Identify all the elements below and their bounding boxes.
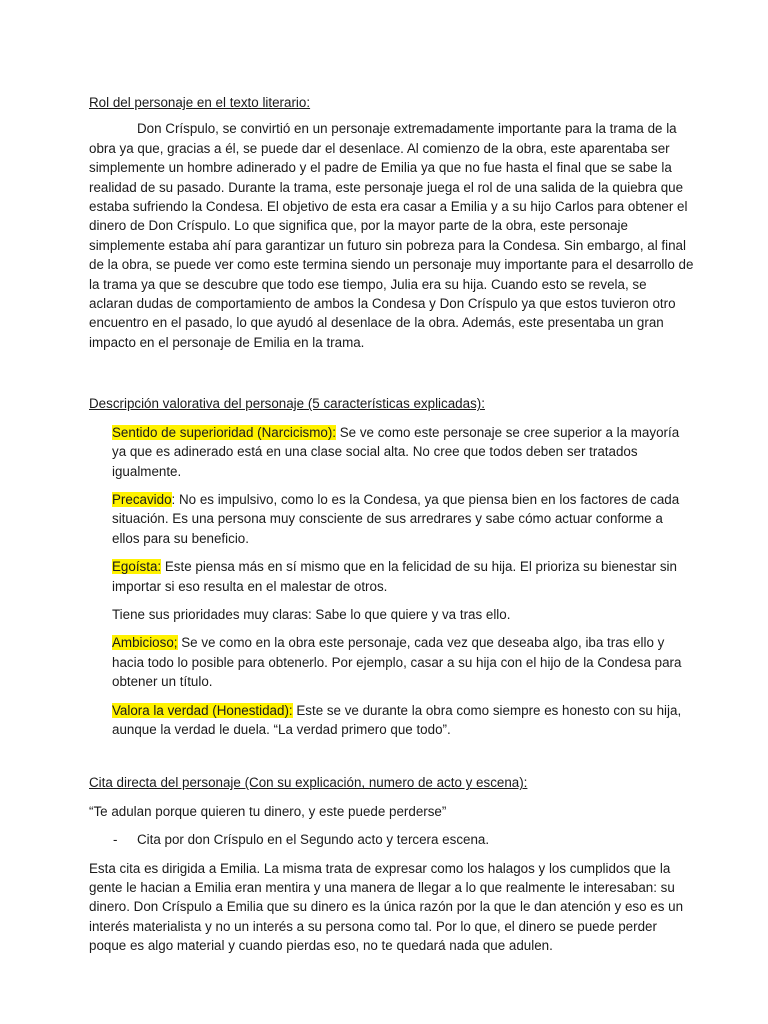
explanation-paragraph: Esta cita es dirigida a Emilia. La misma trata de expresar como los halagos y los cumplidos que la gente le hacian a Emilia eran mentira y una manera de llegar a lo que realmente le interesaban: su dinero. Don Críspulo a Emilia que su dinero es la única razón por la que le dan atención y eso es un interés materialista y no un interés a su persona como tal. Por lo que, el dinero se puede perder poque es algo material y cuando pierdas eso, no te quedará nada que adulen. xyxy=(89,860,684,954)
trait-label: Egoísta: xyxy=(112,559,162,575)
attribution-text: Cita por don Críspulo en el Segundo acto y tercera escena. xyxy=(137,832,490,848)
section-heading-cita: Cita directa del personaje (Con su explicación, numero de acto y escena): xyxy=(89,775,528,791)
trait-item xyxy=(112,423,694,481)
trait-item xyxy=(112,701,694,740)
trait-label: Valora la verdad (Honestidad): xyxy=(112,702,293,718)
rol-paragraph: Don Críspulo, se convirtió en un personaje extremadamente importante para la trama de la obra ya que, gracias a él, se puede dar el desenlace. Al comienzo de la obra, este aparentaba ser simplemente un hombre adinerado y el padre de Emilia ya que no fue hasta el final que se sabe la realidad de su pasado. Durante la trama, este personaje juega el rol de una salida de la quiebra que estaba sufriendo la Condesa. El objetivo de esta era casar a Emilia y a su hijo Carlos para obtener el dinero de Don Críspulo. Lo que significa que, por la mayor parte de la obra, este personaje simplemente estaba ahí para garantizar un futuro sin pobreza para la Condesa. Sin embargo, al final de la obra, se puede ver como este termina siendo un personaje muy importante para el desarrollo de la trama ya que se descubre que todo ese tiempo, Julia era su hija. Cuando esto se revela, se aclaran dudas de comportamiento de ambos la Condesa y Don Críspulo ya que estos tuvieron otro encuentro en el pasado, lo que ayudó al desenlace de la obra. Además, este presentaba un gran impacto en el personaje de Emilia en la trama. xyxy=(89,121,694,350)
trait-text: Este se ve durante la obra como siempre es honesto con su hija, aunque la verdad le duela. “La verdad primero que todo”. xyxy=(112,702,682,737)
trait-text: Este piensa más en sí mismo que en la felicidad de su hija. El prioriza su bienestar sin importar si eso resulta en el malestar de otros. xyxy=(112,559,677,594)
quote-text: “Te adulan porque quieren tu dinero, y este puede perderse” xyxy=(89,803,447,819)
trait-item xyxy=(112,557,694,596)
trait-label: Precavido xyxy=(112,491,172,507)
trait-label: Ambicioso; xyxy=(112,635,178,651)
trait-text: Se ve como este personaje se cree superior a la mayoría ya que es adinerado está en una clase social alta. No cree que todos deben ser tratados igualmente. xyxy=(112,424,680,479)
trait-label: Sentido de superioridad (Narcicismo): xyxy=(112,424,337,440)
trait-item xyxy=(112,633,694,691)
trait-item xyxy=(112,605,694,624)
section-heading-rol: Rol del personaje en el texto literario: xyxy=(89,95,311,110)
attribution-item xyxy=(89,830,694,849)
trait-item xyxy=(112,490,694,548)
trait-text: Se ve como en la obra este personaje, cada vez que deseaba algo, iba tras ello y hacia todo lo posible para obtenerlo. Por ejemplo, casar a su hija con el hijo de la Condesa para obtener un título. xyxy=(112,635,682,690)
trait-text: Tiene sus prioridades muy claras: Sabe lo que quiere y va tras ello. xyxy=(112,606,511,622)
trait-text: : No es impulsivo, como lo es la Condesa, ya que piensa bien en los factores de cada situación. Es una persona muy consciente de sus arredrares y sabe cómo actuar conforme a ellos para su beneficio. xyxy=(112,491,680,546)
section-heading-descripcion: Descripción valorativa del personaje (5 características explicadas): xyxy=(89,396,485,412)
dash-bullet: - xyxy=(113,832,118,848)
